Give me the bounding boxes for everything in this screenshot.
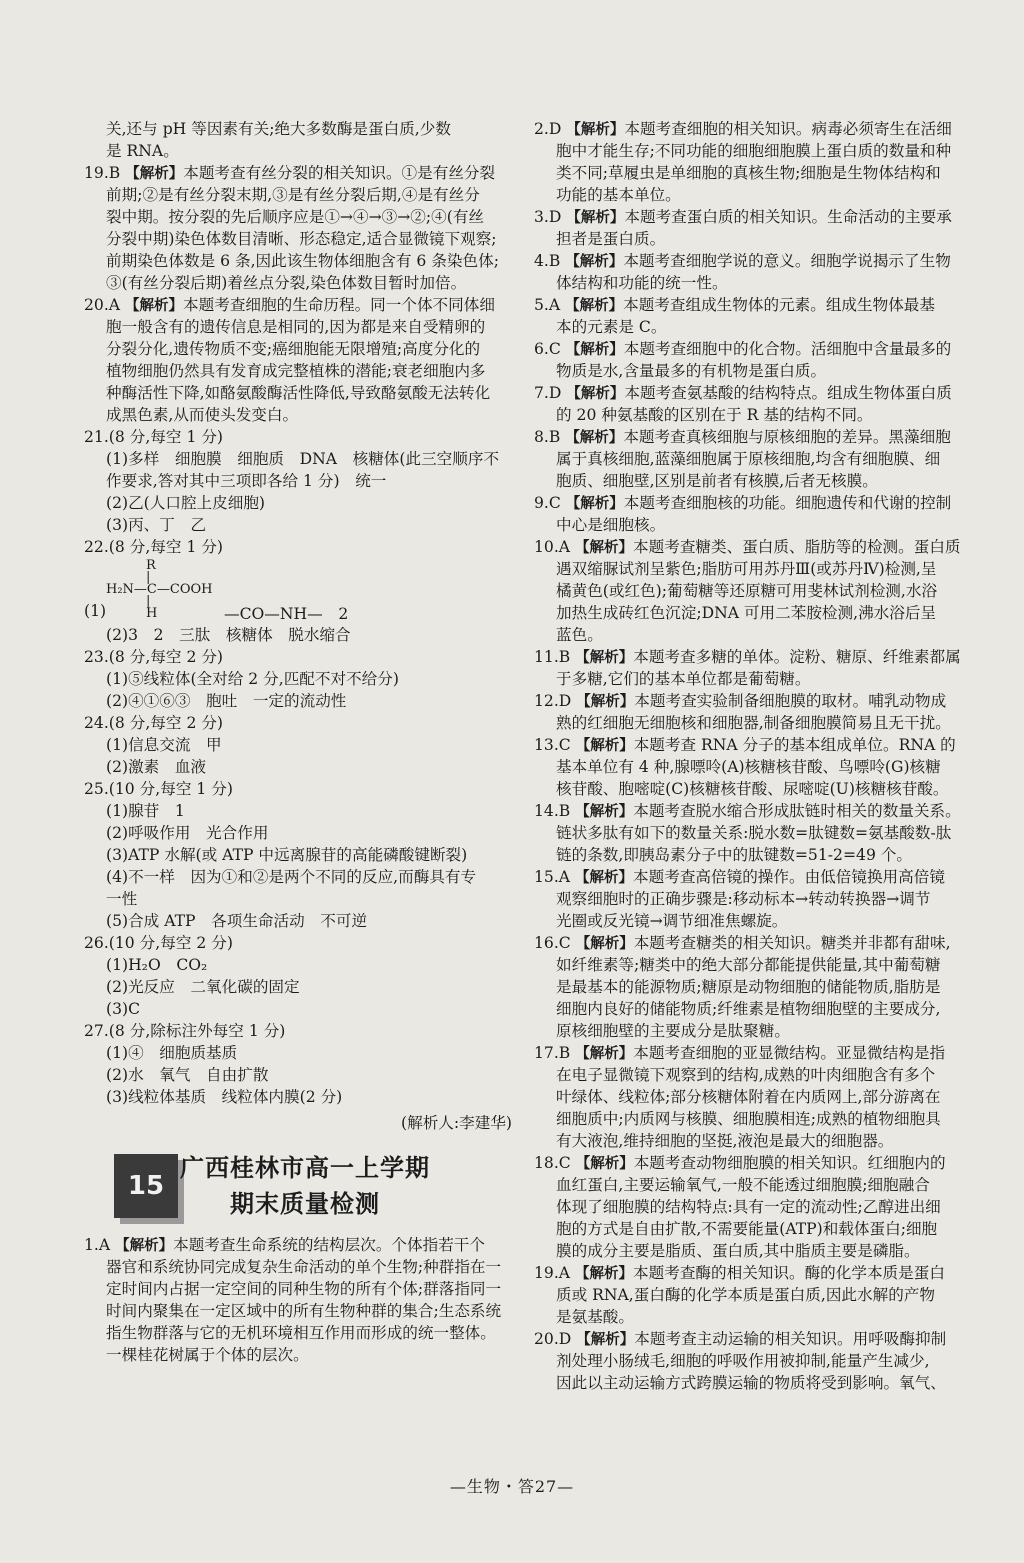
line-text: 本题考查细胞学说的意义。细胞学说揭示了生物	[623, 252, 951, 270]
analysis-tag: 【解析】	[125, 166, 184, 182]
formula-suffix: —CO—NH— 2	[224, 605, 349, 623]
text-line	[84, 778, 516, 800]
text-line	[534, 118, 970, 140]
answer-number: 16.C	[534, 934, 571, 952]
analysis-tag: 【解析】	[565, 496, 624, 512]
amino-acid-formula	[84, 558, 516, 624]
text-line	[534, 646, 970, 668]
text-line	[84, 184, 516, 206]
text-line	[84, 1322, 516, 1344]
line-text: 属于真核细胞,蓝藻细胞属于原核细胞,均含有细胞膜、细	[556, 450, 941, 468]
analysis-tag: 【解析】	[575, 540, 634, 556]
line-text: 胞一般含有的遗传信息是相同的,因为都是来自受精卵的	[106, 318, 486, 336]
line-text: 本题考查真核细胞与原核细胞的差异。黑藻细胞	[623, 428, 951, 446]
text-line	[534, 558, 970, 580]
line-text: 遇双缩脲试剂呈紫色;脂肪可用苏丹Ⅲ(或苏丹Ⅳ)检测,呈	[556, 560, 937, 578]
text-line	[534, 1262, 970, 1284]
text-line	[534, 1218, 970, 1240]
text-line	[84, 1064, 516, 1086]
text-line	[534, 360, 970, 382]
text-line	[534, 316, 970, 338]
text-line	[84, 976, 516, 998]
text-line	[534, 492, 970, 514]
line-text: 本题考查高倍镜的操作。由低倍镜换用高倍镜	[633, 868, 945, 886]
line-text: 一棵桂花树属于个体的层次。	[106, 1346, 309, 1364]
analysis-tag: 【解析】	[575, 650, 634, 666]
text-line	[534, 228, 970, 250]
answer-number: 15.A	[534, 868, 571, 886]
text-line	[534, 822, 970, 844]
analysis-tag: 【解析】	[576, 1332, 635, 1348]
line-text: 本题考查多糖的单体。淀粉、糖原、纤维素都属	[633, 648, 961, 666]
analysis-tag: 【解析】	[115, 1238, 174, 1254]
analysis-tag: 【解析】	[575, 804, 634, 820]
line-text: 是 RNA。	[106, 142, 179, 160]
line-text: 在电子显微镜下观察到的结构,成熟的叶肉细胞含有多个	[556, 1066, 936, 1084]
text-line	[534, 866, 970, 888]
text-line	[84, 954, 516, 976]
line-text: 类不同;草履虫是单细胞的真核生物;细胞是生物体结构和	[556, 164, 941, 182]
text-line	[84, 338, 516, 360]
text-line	[534, 382, 970, 404]
line-text: 作要求,答对其中三项即各给 1 分) 统一	[106, 472, 387, 490]
line-text: 蓝色。	[556, 626, 603, 644]
text-line	[534, 1284, 970, 1306]
line-text: 本题考查细胞的亚显微结构。亚显微结构是指	[633, 1044, 946, 1062]
text-line	[84, 910, 516, 932]
text-line	[84, 888, 516, 910]
line-text: 器官和系统协同完成复杂生命活动的单个生物;种群指在一	[106, 1258, 502, 1276]
answer-number: 20.D	[534, 1330, 572, 1348]
line-text: 叶绿体、线粒体;部分核糖体附着在内质网上,部分游离在	[556, 1088, 941, 1106]
line-text: 基本单位有 4 种,腺嘌呤(A)核糖核苷酸、鸟嘌呤(G)核糖	[556, 758, 941, 776]
text-line	[534, 932, 970, 954]
analysis-tag: 【解析】	[565, 430, 624, 446]
answer-number: 11.B	[534, 648, 571, 666]
analysis-tag: 【解析】	[125, 298, 184, 314]
line-text: (2)3 2 三肽 核糖体 脱水缩合	[106, 626, 351, 644]
line-text: (3)丙、丁 乙	[106, 516, 207, 534]
section-header	[84, 1136, 516, 1234]
line-text: 胞中才能生存;不同功能的细胞细胞膜上蛋白质的数量和种	[556, 142, 952, 160]
line-text: 23.(8 分,每空 2 分)	[84, 648, 224, 666]
line-text: (2)水 氧气 自由扩散	[106, 1066, 269, 1084]
right-column	[534, 118, 970, 1394]
text-line	[84, 1234, 516, 1256]
analysis-tag: 【解析】	[575, 1046, 634, 1062]
line-text: 核苷酸、胞嘧啶(C)核糖核苷酸、尿嘧啶(U)核糖核苷酸。	[556, 780, 949, 798]
text-line	[534, 338, 970, 360]
text-line	[534, 580, 970, 602]
line-text: 种酶活性下降,如酪氨酸酶活性降低,导致酪氨酸无法转化	[106, 384, 491, 402]
text-line	[534, 844, 970, 866]
line-text: 本题考查动物细胞膜的相关知识。红细胞内的	[633, 1154, 946, 1172]
answer-number: 10.A	[534, 538, 571, 556]
line-text: 观察细胞时的正确步骤是:移动标本→转动转换器→调节	[556, 890, 931, 908]
text-line	[84, 866, 516, 888]
text-line	[534, 734, 970, 756]
text-line	[84, 426, 516, 448]
text-line	[534, 1086, 970, 1108]
text-line	[84, 734, 516, 756]
line-text: 中心是细胞核。	[556, 516, 666, 534]
line-text: (1)信息交流 甲	[106, 736, 222, 754]
text-line	[84, 470, 516, 492]
line-text: (1)H₂O CO₂	[106, 956, 208, 974]
text-line	[534, 998, 970, 1020]
text-line	[84, 206, 516, 228]
text-line	[534, 1372, 970, 1394]
text-line	[84, 360, 516, 382]
analysis-tag: 【解析】	[565, 254, 624, 270]
analysis-tag: 【解析】	[576, 694, 635, 710]
line-text: (2)激素 血液	[106, 758, 207, 776]
text-line	[534, 470, 970, 492]
text-line	[84, 272, 516, 294]
left-block-1	[84, 118, 516, 558]
line-text: 本题考查组成生物体的元素。组成生物体最基	[623, 296, 935, 314]
left-block-3	[84, 1234, 516, 1366]
line-text: 成黑色素,从而使头发变白。	[106, 406, 299, 424]
text-line	[84, 756, 516, 778]
line-text: 的 20 种氨基酸的区别在于 R 基的结构不同。	[556, 406, 873, 424]
line-text: 原核细胞壁的主要成分是肽聚糖。	[556, 1022, 790, 1040]
line-text: 裂中期。按分裂的先后顺序应是①→④→③→②;④(有丝	[106, 208, 485, 226]
text-line	[84, 1300, 516, 1322]
line-text: 膜的成分主要是脂质、蛋白质,其中脂质主要是磷脂。	[556, 1242, 920, 1260]
text-line	[534, 1196, 970, 1218]
answer-number: 8.B	[534, 428, 561, 446]
text-line	[84, 536, 516, 558]
page-footer: —生物・答27—	[449, 1477, 575, 1496]
line-text: (2)乙(人口腔上皮细胞)	[106, 494, 266, 512]
line-text: 本题考查糖类的相关知识。糖类并非都有甜味,	[633, 934, 951, 952]
analysis-tag: 【解析】	[565, 342, 624, 358]
text-line	[84, 250, 516, 272]
text-line	[534, 206, 970, 228]
text-line	[84, 932, 516, 954]
text-line	[534, 272, 970, 294]
line-text: 链状多肽有如下的数量关系:脱水数=肽键数=氨基酸数-肽	[556, 824, 952, 842]
line-text: 功能的基本单位。	[556, 186, 681, 204]
text-line	[534, 514, 970, 536]
answer-number: 19.B	[84, 164, 121, 182]
answer-number: 4.B	[534, 252, 561, 270]
text-line	[534, 1042, 970, 1064]
line-text: 24.(8 分,每空 2 分)	[84, 714, 224, 732]
line-text: 体结构和功能的统一性。	[556, 274, 728, 292]
answer-number: 20.A	[84, 296, 121, 314]
line-text: 本题考查氨基酸的结构特点。组成生物体蛋白质	[624, 384, 952, 402]
analysis-tag: 【解析】	[566, 122, 625, 138]
text-line	[84, 228, 516, 250]
text-line	[534, 690, 970, 712]
line-text: 血红蛋白,主要运输氧气,一般不能透过细胞膜;细胞融合	[556, 1176, 930, 1194]
answer-number: 7.D	[534, 384, 562, 402]
formula-bar-top: |	[146, 570, 151, 585]
text-line	[84, 668, 516, 690]
line-text: 26.(10 分,每空 2 分)	[84, 934, 233, 952]
text-line	[534, 888, 970, 910]
line-text: 担者是蛋白质。	[556, 230, 666, 248]
line-text: 21.(8 分,每空 1 分)	[84, 428, 224, 446]
answer-number: 12.D	[534, 692, 572, 710]
line-text: 因此以主动运输方式跨膜运输的物质将受到影响。氧气、	[556, 1374, 946, 1392]
answer-number: 19.A	[534, 1264, 571, 1282]
line-text: 本题考查细胞的相关知识。病毒必须寄生在活细	[624, 120, 952, 138]
analysis-tag: 【解析】	[575, 870, 634, 886]
line-text: 本题考查主动运输的相关知识。用呼吸酶抑制	[634, 1330, 947, 1348]
line-text: 剂处理小肠绒毛,细胞的呼吸作用被抑制,能量产生减少,	[556, 1352, 930, 1370]
text-line	[534, 536, 970, 558]
formula-bar-bottom: |	[146, 594, 151, 609]
line-text: 光圈或反光镜→调节细准焦螺旋。	[556, 912, 788, 930]
line-text: 橘黄色(或红色);葡萄糖等还原糖可用斐林试剂检测,水浴	[556, 582, 938, 600]
text-line	[534, 624, 970, 646]
text-line	[84, 1278, 516, 1300]
line-text: 本题考查有丝分裂的相关知识。①是有丝分裂	[183, 164, 496, 182]
line-text: (2)呼吸作用 光合作用	[106, 824, 269, 842]
text-line	[534, 668, 970, 690]
text-line	[84, 492, 516, 514]
right-block	[534, 118, 970, 1394]
line-text: (2)④①⑥③ 胞吐 一定的流动性	[106, 692, 347, 710]
section-number: 15	[114, 1154, 178, 1218]
text-line	[84, 998, 516, 1020]
left-block-2	[84, 624, 516, 1108]
answer-number: 18.C	[534, 1154, 571, 1172]
analysis-tag: 【解析】	[575, 1266, 634, 1282]
line-text: (3)C	[106, 1000, 141, 1018]
line-text: (1)④ 细胞质基质	[106, 1044, 238, 1062]
line-text: 是最基本的能源物质;糖原是动物细胞的储能物质,脂肪是	[556, 978, 941, 996]
line-text: 细胞质中;内质网与核膜、细胞膜相连;成熟的植物细胞具	[556, 1110, 941, 1128]
text-line	[534, 1240, 970, 1262]
formula-prefix: (1)	[84, 602, 107, 620]
text-line	[84, 404, 516, 426]
line-text: (3)线粒体基质 线粒体内膜(2 分)	[106, 1088, 343, 1106]
text-line	[534, 800, 970, 822]
line-text: (1)腺苷 1	[106, 802, 185, 820]
text-line	[84, 118, 516, 140]
line-text: 本题考查生命系统的结构层次。个体指若干个	[173, 1236, 485, 1254]
line-text: 细胞内良好的储能物质;纤维素是植物细胞壁的主要成分,	[556, 1000, 941, 1018]
text-line	[84, 1344, 516, 1366]
section-title-line2: 期末质量检测	[230, 1190, 380, 1218]
section-title	[180, 1150, 430, 1222]
line-text: (1)多样 细胞膜 细胞质 DNA 核糖体(此三空顺序不	[106, 450, 500, 468]
text-line	[84, 316, 516, 338]
line-text: (3)ATP 水解(或 ATP 中远离腺苷的高能磷酸键断裂)	[106, 846, 468, 864]
analysis-tag: 【解析】	[566, 210, 625, 226]
text-line	[534, 1306, 970, 1328]
answer-number: 3.D	[534, 208, 562, 226]
text-line	[534, 426, 970, 448]
text-line	[534, 140, 970, 162]
text-line	[534, 1152, 970, 1174]
text-line	[84, 382, 516, 404]
answer-number: 13.C	[534, 736, 571, 754]
line-text: 本题考查细胞核的功能。细胞遗传和代谢的控制	[623, 494, 952, 512]
text-line	[534, 162, 970, 184]
text-line	[534, 1328, 970, 1350]
line-text: 加热生成砖红色沉淀;DNA 可用二苯胺检测,沸水浴后呈	[556, 604, 937, 622]
text-line	[84, 822, 516, 844]
text-line	[84, 844, 516, 866]
line-text: 分裂中期)染色体数目清晰、形态稳定,适合显微镜下观察;	[106, 230, 497, 248]
line-text: 体现了细胞膜的结构特点:具有一定的流动性;乙醇进出细	[556, 1198, 941, 1216]
answer-number: 6.C	[534, 340, 561, 358]
line-text: 一性	[106, 890, 138, 908]
line-text: 27.(8 分,除标注外每空 1 分)	[84, 1022, 286, 1040]
line-text: 本的元素是 C。	[556, 318, 667, 336]
line-text: 22.(8 分,每空 1 分)	[84, 538, 224, 556]
line-text: 时间内聚集在一定区域中的所有生物种群的集合;生态系统	[106, 1302, 502, 1320]
left-column	[84, 118, 516, 1366]
line-text: 本题考查蛋白质的相关知识。生命活动的主要承	[624, 208, 952, 226]
line-text: 本题考查实验制备细胞膜的取材。哺乳动物成	[634, 692, 947, 710]
line-text: 熟的红细胞无细胞核和细胞器,制备细胞膜简易且无干扰。	[556, 714, 951, 732]
text-line	[534, 1130, 970, 1152]
line-text: 前期;②是有丝分裂末期,③是有丝分裂后期,④是有丝分	[106, 186, 480, 204]
analysis-tag: 【解析】	[575, 738, 634, 754]
analysis-tag: 【解析】	[575, 1156, 634, 1172]
text-line	[534, 756, 970, 778]
text-line	[534, 602, 970, 624]
line-text: 如纤维素等;糖类中的绝大部分都能提供能量,其中葡萄糖	[556, 956, 941, 974]
line-text: 指生物群落与它的无机环境相互作用而形成的统一整体。	[106, 1324, 496, 1342]
text-line	[84, 1020, 516, 1042]
answer-number: 5.A	[534, 296, 561, 314]
text-line	[534, 1350, 970, 1372]
line-text: 本题考查 RNA 分子的基本组成单位。RNA 的	[633, 736, 956, 754]
answer-number: 17.B	[534, 1044, 571, 1062]
line-text: 是氨基酸。	[556, 1308, 634, 1326]
line-text: 本题考查细胞中的化合物。活细胞中含量最多的	[623, 340, 952, 358]
text-line	[84, 514, 516, 536]
text-line	[84, 712, 516, 734]
text-line	[534, 448, 970, 470]
text-line	[84, 140, 516, 162]
line-text: 链的条数,即胰岛素分子中的肽键数=51-2=49 个。	[556, 846, 913, 864]
formula-r: R	[146, 558, 156, 573]
text-line	[534, 184, 970, 206]
text-line	[84, 800, 516, 822]
analysis-tag: 【解析】	[565, 298, 624, 314]
author-credit: (解析人:李建华)	[401, 1114, 512, 1132]
line-text: 有大液泡,维持细胞的坚挺,液泡是最大的细胞器。	[556, 1132, 894, 1150]
line-text: 胞的方式是自由扩散,不需要能量(ATP)和载体蛋白;细胞	[556, 1220, 938, 1238]
line-text: 物质是水,含量最多的有机物是蛋白质。	[556, 362, 827, 380]
line-text: 本题考查糖类、蛋白质、脂肪等的检测。蛋白质	[633, 538, 961, 556]
line-text: 25.(10 分,每空 1 分)	[84, 780, 233, 798]
text-line	[84, 690, 516, 712]
line-text: 本题考查酶的相关知识。酶的化学本质是蛋白	[633, 1264, 945, 1282]
line-text: 本题考查细胞的生命历程。同一个体不同体细	[183, 296, 495, 314]
line-text: 植物细胞仍然具有发育成完整植株的潜能;衰老细胞内多	[106, 362, 486, 380]
analysis-tag: 【解析】	[575, 936, 634, 952]
text-line	[534, 250, 970, 272]
text-line	[534, 1064, 970, 1086]
text-line	[84, 624, 516, 646]
line-text: 定时间内占据一定空间的同种生物的所有个体;群落指同一	[106, 1280, 502, 1298]
text-line	[84, 294, 516, 316]
line-text: (2)光反应 二氧化碳的固定	[106, 978, 300, 996]
line-text: ③(有丝分裂后期)着丝点分裂,染色体数目暂时加倍。	[106, 274, 467, 292]
text-line	[534, 1108, 970, 1130]
line-text: 前期染色体数是 6 条,因此该生物体细胞含有 6 条染色体;	[106, 252, 499, 270]
text-line	[534, 976, 970, 998]
text-line	[534, 910, 970, 932]
analysis-tag: 【解析】	[566, 386, 625, 402]
line-text: 于多糖,它们的基本单位都是葡萄糖。	[556, 670, 811, 688]
text-line	[84, 646, 516, 668]
text-line	[534, 294, 970, 316]
section-title-line1: 广西桂林市高一上学期	[180, 1154, 430, 1182]
text-line	[84, 162, 516, 184]
formula-main: H₂N—C—COOH	[106, 582, 213, 597]
text-line	[534, 404, 970, 426]
text-line	[84, 1256, 516, 1278]
text-line	[84, 1042, 516, 1064]
text-line	[534, 954, 970, 976]
formula-h: H	[146, 606, 158, 621]
line-text: 质或 RNA,蛋白酶的化学本质是蛋白质,因此水解的产物	[556, 1286, 935, 1304]
line-text: (4)不一样 因为①和②是两个不同的反应,而酶具有专	[106, 868, 477, 886]
line-text: 分裂分化,遗传物质不变;癌细胞能无限增殖;高度分化的	[106, 340, 481, 358]
line-text: (1)⑤线粒体(全对给 2 分,匹配不对不给分)	[106, 670, 399, 688]
line-text: 关,还与 pH 等因素有关;绝大多数酶是蛋白质,少数	[106, 120, 451, 138]
line-text: 本题考查脱水缩合形成肽链时相关的数量关系。	[633, 802, 961, 820]
text-line	[534, 1174, 970, 1196]
text-line	[84, 1086, 516, 1108]
answer-number: 14.B	[534, 802, 571, 820]
text-line	[534, 712, 970, 734]
line-text: 胞质、细胞壁,区别是前者有核膜,后者无核膜。	[556, 472, 878, 490]
line-text: (5)合成 ATP 各项生命活动 不可逆	[106, 912, 368, 930]
answer-number: 2.D	[534, 120, 562, 138]
text-line	[84, 448, 516, 470]
text-line	[534, 778, 970, 800]
text-line	[534, 1020, 970, 1042]
answer-number: 9.C	[534, 494, 561, 512]
answer-number: 1.A	[84, 1236, 111, 1254]
